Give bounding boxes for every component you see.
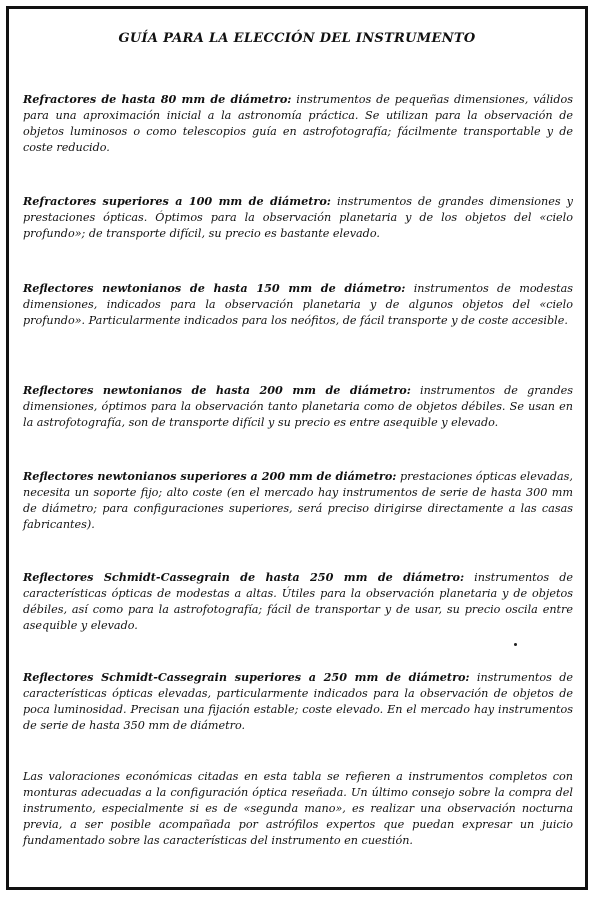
entry-newtonian-200	[23, 382, 573, 431]
entry-heading: Reflectores newtonianos superiores a 200 mm de diámetro:	[23, 469, 397, 483]
entry-heading: Reflectores newtonianos de hasta 150 mm de diámetro:	[23, 281, 406, 295]
entry-newtonian-over-200	[23, 468, 573, 533]
document-title: GUÍA PARA LA ELECCIÓN DEL INSTRUMENTO	[118, 31, 476, 46]
scan-speck	[514, 643, 517, 646]
entry-text: instrumentos de grandes dimensiones, óptimos para la observación tanto planetaria como de objetos débiles. Se usan en la astrofotografía, son de transporte difícil y su precio es entre asequible y elevado.	[23, 384, 573, 429]
entry-heading: Reflectores Schmidt-Cassegrain de hasta 250 mm de diámetro:	[23, 570, 465, 584]
document-page	[6, 6, 588, 890]
entry-heading: Reflectores newtonianos de hasta 200 mm de diámetro:	[23, 383, 411, 397]
entry-text: instrumentos de características ópticas elevadas, particularmente indicados para la observación de objetos de poca luminosidad. Precisan una fijación estable; coste elevado. En el mercado hay instrumentos de serie de hasta 350 mm de diámetro.	[23, 671, 573, 732]
entry-text: instrumentos de grandes dimensiones y prestaciones ópticas. Óptimos para la observación planetaria y de los objetos del «cielo profundo»; de transporte difícil, su precio es bastante elevado.	[23, 195, 573, 240]
entry-heading: Refractores superiores a 100 mm de diámetro:	[23, 194, 331, 208]
entry-text: instrumentos de modestas dimensiones, indicados para la observación planetaria y de algunos objetos del «cielo profundo». Particularmente indicados para los neófitos, de fácil transporte y de coste accesible.	[23, 282, 573, 327]
entry-heading: Refractores de hasta 80 mm de diámetro:	[23, 92, 292, 106]
closing-note: Las valoraciones económicas citadas en esta tabla se refieren a instrumentos completos con monturas adecuadas a la configuración óptica reseñada. Un último consejo sobre la compra del instrumento, especialmente si es de «segunda mano», es realizar una observación nocturna previa, a ser posible acompañada por astrófilos expertos que puedan expresar un juicio fundamentado sobre las características del instrumento en cuestión.	[23, 770, 573, 847]
entry-text: prestaciones ópticas elevadas, necesita un soporte fijo; alto coste (en el mercado hay instrumentos de serie de hasta 300 mm de diámetro; para configuraciones superiores, será preciso dirigirse directamente a las casas fabricantes).	[23, 470, 573, 531]
entry-schmidt-cassegrain-250	[23, 569, 573, 634]
entry-text: instrumentos de pequeñas dimensiones, válidos para una aproximación inicial a la astronomía práctica. Se utilizan para la observación de objetos luminosos o como telescopios guía en astrofotografía; fácilmente transportable y de coste reducido.	[23, 93, 573, 154]
entry-refractors-100	[23, 193, 573, 242]
entry-refractors-80	[23, 91, 573, 156]
entry-schmidt-cassegrain-over-250	[23, 669, 573, 734]
entry-text: instrumentos de características ópticas de modestas a altas. Útiles para la observación planetaria y de objetos débiles, así como para la astrofotografía; fácil de transportar y de usar, su precio oscila entre asequible y elevado.	[23, 571, 573, 632]
entry-newtonian-150	[23, 280, 573, 329]
entry-heading: Reflectores Schmidt-Cassegrain superiores a 250 mm de diámetro:	[23, 670, 470, 684]
